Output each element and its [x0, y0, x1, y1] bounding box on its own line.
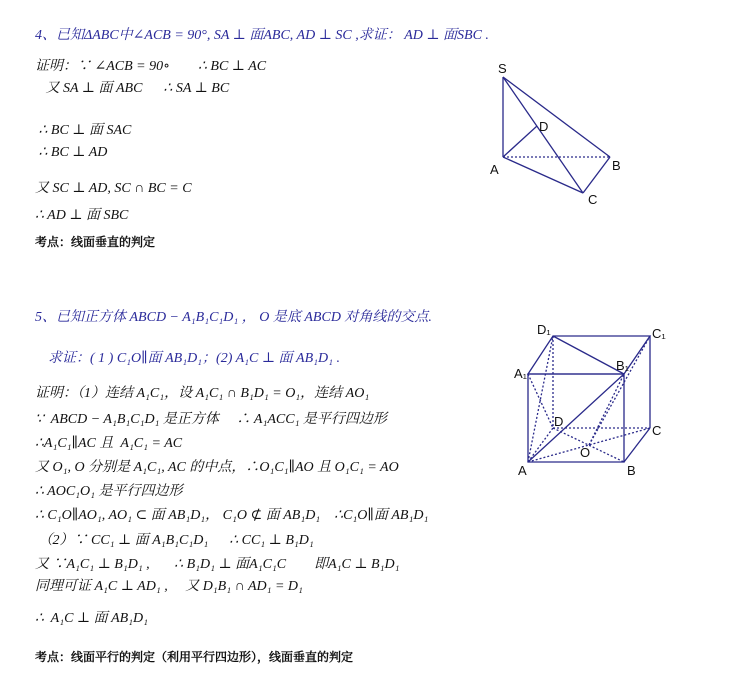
edge-BC	[624, 428, 650, 462]
problem4-key-point: 考点：线面垂直的判定	[35, 235, 156, 249]
problem5-proof-line: ∵ ABCD − A₁B₁C₁D₁ 是正方体 ∴ A₁ACC₁ 是平行四边形	[35, 412, 387, 427]
edge-CB	[583, 157, 610, 193]
problem5-proof-line: ∴ C₁O∥AO₁, AO₁ ⊂ 面 AB₁D₁， C₁O ⊄ 面 AB₁D₁ ∴C₁O∥面 AB₁D₁	[35, 508, 429, 523]
problem5-statement: 5、已知正方体 ABCD − A₁B₁C₁D₁ ， O 是底 ABCD 对角线的交点.	[35, 310, 432, 325]
problem5-proof-line: 又 O₁, O 分别是 A₁C₁, AC 的中点，∴O₁C₁∥AO 且 O₁C₁ = AO	[35, 460, 399, 475]
problem5-proof-line: ∴ AOC₁O₁ 是平行四边形	[35, 484, 183, 499]
problem4-proof-line: ∴ BC ⊥ 面 SAC	[35, 123, 132, 138]
problem5-proof-line: ∴A₁C₁∥AC 且 A₁C₁ = AC	[35, 436, 183, 451]
problem4-proof-line: ∴ AD ⊥ 面 SBC	[35, 208, 129, 223]
label-B1: B₁	[616, 358, 630, 373]
segment-D1B1	[553, 336, 624, 374]
label-B: B	[627, 463, 636, 478]
label-C1: C₁	[652, 326, 666, 341]
problem5-proof-line: 证明：（1）连结 A₁C₁，设 A₁C₁ ∩ B₁D₁ = O₁，连结 AO₁	[35, 386, 370, 401]
label-S: S	[498, 61, 507, 76]
problem5-proof-line: （2）∵ CC₁ ⊥ 面 A₁B₁C₁D₁ ∴ CC₁ ⊥ B₁D₁	[35, 533, 314, 548]
segment-A1-hidden	[528, 374, 553, 428]
label-D: D	[539, 119, 549, 134]
problem5-proof-line: 同理可证 A₁C ⊥ AD₁ , 又 D₁B₁ ∩ AD₁ = D₁	[35, 579, 303, 594]
problem5-proof-line: ∴ A₁C ⊥ 面 AB₁D₁	[35, 611, 149, 626]
problem4-proof-line: ∴ BC ⊥ AD	[35, 145, 108, 160]
problem4-proof-line: 又 SC ⊥ AD, SC ∩ BC = C	[35, 181, 192, 196]
cube-figure	[528, 336, 650, 462]
segment-AD	[503, 126, 537, 157]
problem4-statement: 4、已知ΔABC中∠ACB = 90°, SA ⊥ 面ABC, AD ⊥ SC ,求证： AD ⊥ 面SBC .	[35, 28, 489, 43]
problem4-proof-line: 证明：∵ ∠ACB = 90∘ ∴ BC ⊥ AC	[35, 59, 267, 74]
problem5-to-prove: 求证：( 1 ) C₁O∥面 AB₁D₁；(2) A₁C ⊥ 面 AB₁D₁ .	[48, 351, 340, 366]
label-D: D	[554, 414, 564, 429]
problem5-proof-line: 又 ∵A₁C₁ ⊥ B₁D₁ , ∴ B₁D₁ ⊥ 面A₁C₁C 即A₁C ⊥ B₁D₁	[35, 557, 400, 572]
label-A: A	[518, 463, 527, 478]
label-B: B	[612, 158, 621, 173]
problem5-key-point: 考点：线面平行的判定（利用平行四边形），线面垂直的判定	[35, 650, 354, 664]
segment-OB1-hidden	[589, 374, 624, 445]
label-C: C	[652, 423, 662, 438]
label-A: A	[490, 162, 499, 177]
label-C: C	[588, 192, 598, 207]
label-O: O	[580, 445, 591, 460]
label-D1: D₁	[537, 322, 551, 337]
edge-SB	[503, 77, 610, 157]
label-A1: A₁	[514, 366, 528, 381]
problem4-proof-line: 又 SA ⊥ 面 ABC ∴ SA ⊥ BC	[35, 81, 230, 96]
pyramid-figure	[503, 77, 610, 193]
